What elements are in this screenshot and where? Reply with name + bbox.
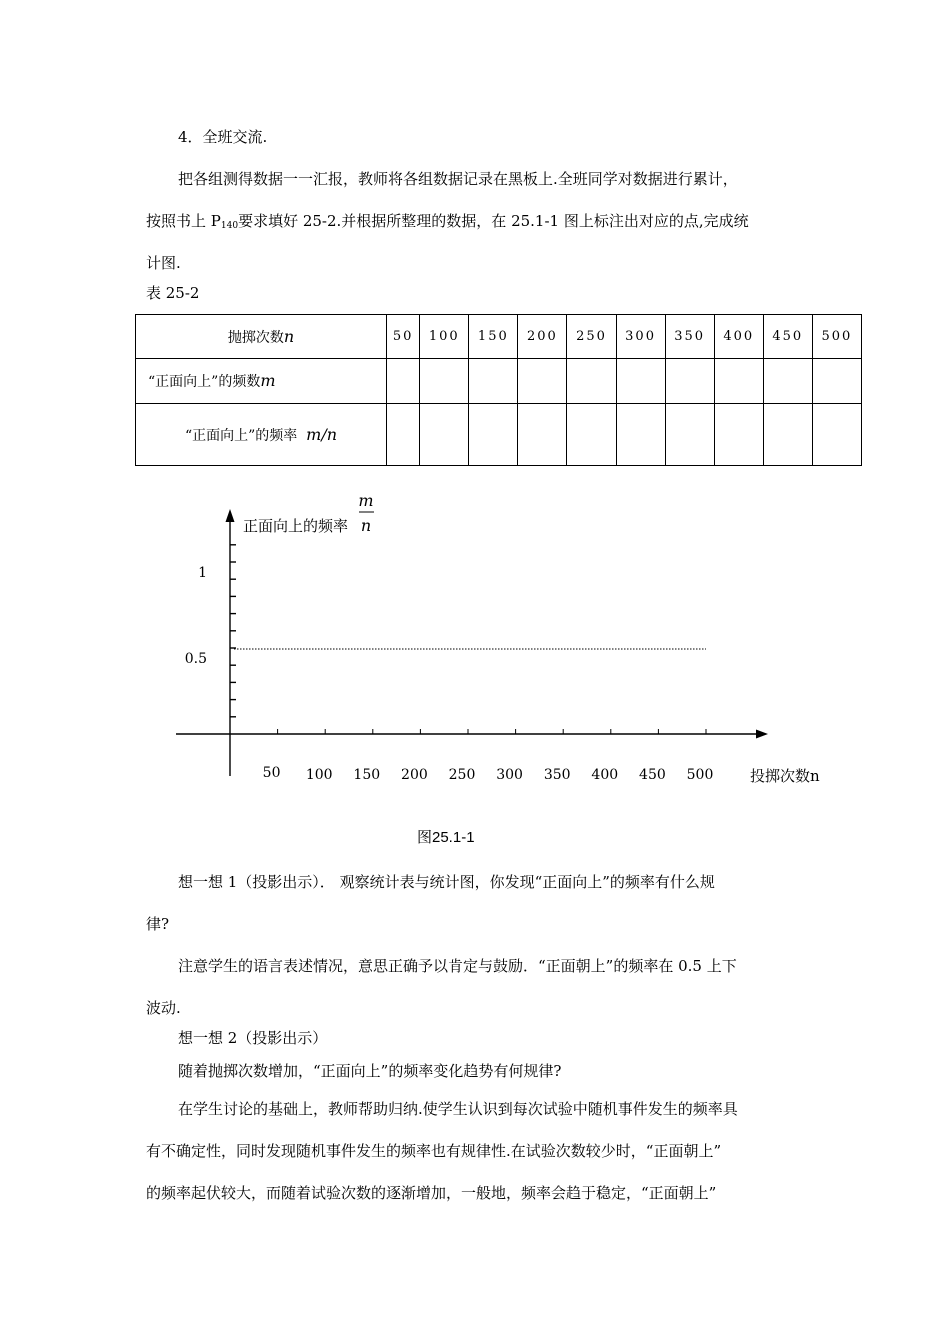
think2-title: 想一想 2（投影出示） <box>178 1029 328 1047</box>
intro-line-2: 按照书上 $P_{140}$要求填好 25-2.并根据所整理的数据，在 25.1-1 图上标注出对应的点,完成统 <box>146 212 749 231</box>
note-line-1: 注意学生的语言表述情况，意思正确予以肯定与鼓励．“正面朝上”的频率在 0.5 上下 <box>178 957 737 975</box>
column-header: 250 <box>567 315 616 359</box>
conclusion-line-3: 的频率起伏较大，而随着试验次数的逐渐增加，一般地，频率会趋于稳定，“正面朝上” <box>146 1184 717 1202</box>
discussion-section <box>146 861 816 1029</box>
column-header: 450 <box>763 315 812 359</box>
column-header: 300 <box>616 315 665 359</box>
column-header: 350 <box>665 315 714 359</box>
intro-line-1: 把各组测得数据一一汇报，教师将各组数据记录在黑板上.全班同学对数据进行累计， <box>178 170 738 188</box>
note-line-2: 波动. <box>146 999 181 1017</box>
y-label-denominator: n <box>360 516 372 535</box>
column-header: 400 <box>714 315 763 359</box>
think1-line-2: 律? <box>146 915 170 933</box>
think2-question: 随着抛掷次数增加，“正面向上”的频率变化趋势有何规律? <box>178 1062 562 1080</box>
y-tick-label: 0.5 <box>184 651 207 667</box>
column-header: 500 <box>812 315 861 359</box>
y-axis-label: 正面向上的频率 <box>243 517 349 535</box>
x-tick-label: 150 <box>353 767 381 783</box>
column-header: 100 <box>420 315 469 359</box>
y-axis-arrow <box>226 509 235 522</box>
x-tick-label: 300 <box>496 767 523 783</box>
x-tick-label: 50 <box>262 765 281 781</box>
think2-section <box>146 1022 816 1214</box>
y-label-numerator: m <box>358 491 374 510</box>
x-tick-label: 100 <box>305 767 333 783</box>
x-tick-label: 250 <box>448 767 476 783</box>
row-header-frequency: “正面向上”的频率 m/n <box>136 404 387 466</box>
x-axis-arrow <box>756 730 768 739</box>
column-header: 150 <box>469 315 518 359</box>
x-axis-label: 投掷次数n <box>750 767 820 785</box>
x-tick-label: 450 <box>639 767 666 783</box>
conclusion-line-1: 在学生讨论的基础上，教师帮助归纳.使学生认识到每次试验中随机事件发生的频率具 <box>178 1100 738 1118</box>
conclusion-line-2: 有不确定性，同时发现随机事件发生的频率也有规律性.在试验次数较少时，“正面朝上” <box>146 1142 722 1160</box>
table-caption: 表 25-2 <box>146 284 200 302</box>
y-tick-label: 1 <box>198 565 207 581</box>
column-header: 200 <box>518 315 567 359</box>
figure-caption: 图25.1-1 <box>417 829 475 846</box>
row-header-count: “正面向上”的频数m <box>136 359 387 404</box>
column-header: 50 <box>387 315 420 359</box>
x-tick-label: 400 <box>591 767 619 783</box>
x-tick-label: 500 <box>686 767 714 783</box>
row-header-tosses: 抛掷次数n <box>136 315 387 359</box>
think1-line-1: 想一想 1（投影出示）． 观察统计表与统计图，你发现“正面向上”的频率有什么规 <box>178 873 715 891</box>
x-tick-label: 350 <box>543 767 571 783</box>
section-heading: 4．全班交流. <box>178 128 268 146</box>
intro-line-3: 计图. <box>146 254 181 272</box>
x-tick-label: 200 <box>401 767 428 783</box>
